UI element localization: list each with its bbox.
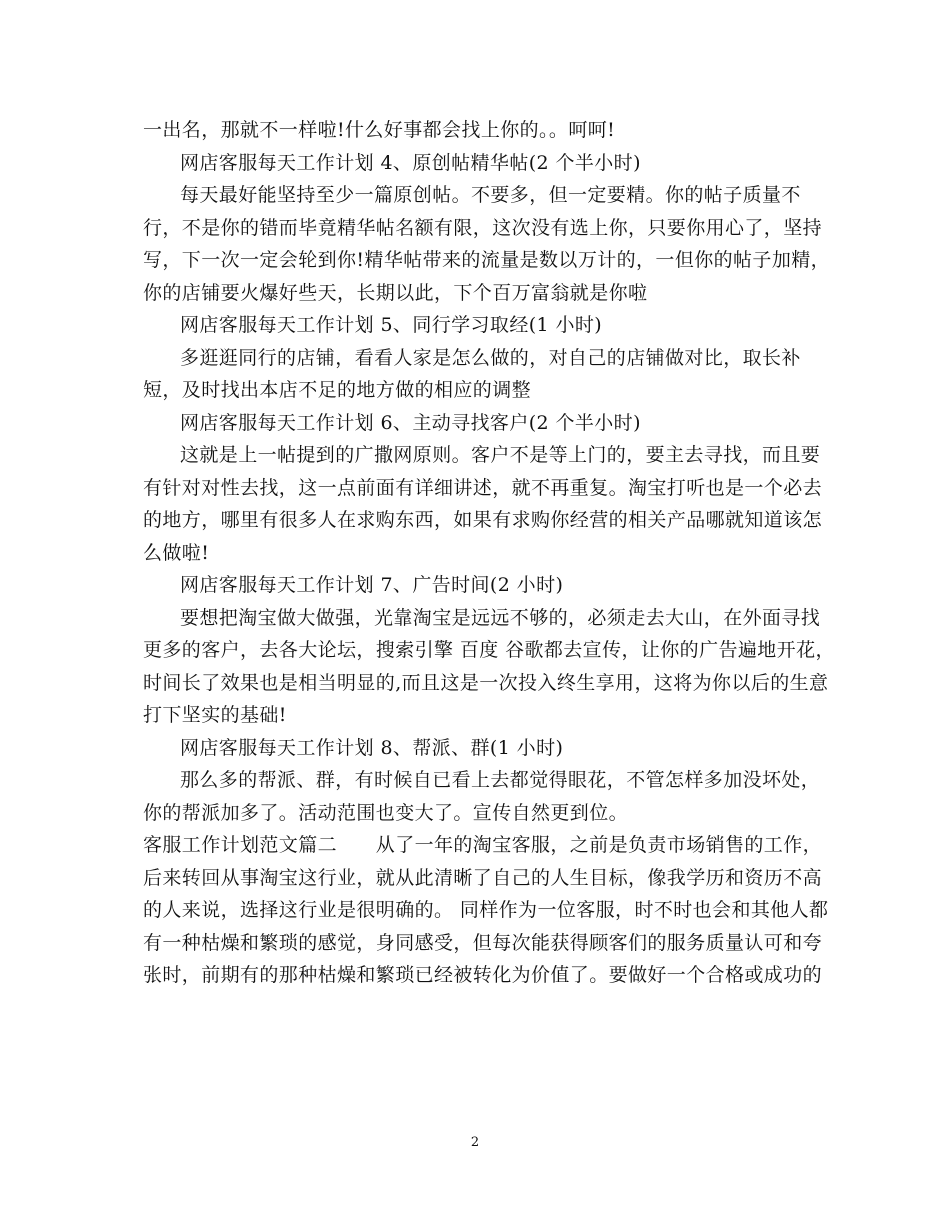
text-line: 客服工作计划范文篇二 从了一年的淘宝客服，之前是负责市场销售的工作， — [143, 834, 823, 856]
document-body — [143, 114, 835, 992]
text-line: 网店客服每天工作计划 8、帮派、群(1 小时) — [180, 736, 564, 759]
text-line: 写，下一次一定会轮到你!精华帖带来的流量是数以万计的，一但你的帖子加精， — [143, 249, 831, 271]
text-line: 网店客服每天工作计划 7、广告时间(2 小时) — [180, 574, 564, 596]
text-line: 网店客服每天工作计划 6、主动寻找客户(2 个半小时) — [180, 411, 641, 434]
text-line: 这就是上一帖提到的广撒网原则。客户不是等上门的，要主去寻找，而且要 — [180, 444, 821, 466]
text-line: 有针对对性去找，这一点前面有详细讲述，就不再重复。淘宝打听也是一个必去 — [143, 476, 823, 499]
text-line: 你的店铺要火爆好些天，长期以此，下个百万富翁就是你啦 — [143, 281, 648, 304]
text-line: 行，不是你的错而毕竟精华帖名额有限，这次没有选上你，只要你用心了，坚持 — [143, 216, 823, 239]
page-number: 2 — [470, 1135, 480, 1150]
text-line: 网店客服每天工作计划 5、同行学习取经(1 小时) — [180, 314, 603, 336]
text-line: 打下坚实的基础! — [143, 704, 287, 726]
text-line: 么做啦! — [143, 541, 210, 564]
text-line: 的地方，哪里有很多人在求购东西，如果有求购你经营的相关产品哪就知道该怎 — [143, 509, 823, 531]
text-line: 多逛逛同行的店铺，看看人家是怎么做的，对自己的店铺做对比，取长补 — [180, 346, 801, 369]
text-line: 时间长了效果也是相当明显的,而且这是一次投入终生享用，这将为你以后的生意 — [143, 671, 829, 694]
text-line: 那么多的帮派、群，有时候自已看上去都觉得眼花，不管怎样多加没坏处， — [180, 769, 821, 791]
text-line: 后来转回从事淘宝这行业，就从此清晰了自己的人生目标，像我学历和资历不高 — [143, 866, 823, 889]
text-line: 网店客服每天工作计划 4、原创帖精华帖(2 个半小时) — [180, 151, 641, 174]
text-line: 短，及时找出本店不足的地方做的相应的调整 — [143, 379, 532, 401]
text-line: 要想把淘宝做大做强，光靠淘宝是远远不够的，必须走去大山，在外面寻找 — [180, 606, 821, 629]
text-line: 每天最好能坚持至少一篇原创帖。不要多，但一定要精。你的帖子质量不 — [180, 184, 801, 206]
text-line: 的人来说，选择这行业是很明确的。 同样作为一位客服，时不时也会和其他人都 — [143, 899, 829, 921]
text-line: 有一种枯燥和繁琐的感觉，身同感受，但每次能获得顾客们的服务质量认可和夸 — [143, 931, 823, 954]
text-line: 张时，前期有的那种枯燥和繁琐已经被转化为价值了。要做好一个合格或成功的 — [143, 964, 823, 986]
text-line: 更多的客户，去各大论坛，搜索引擎 百度 谷歌都去宣传，让你的广告遍地开花， — [143, 639, 835, 661]
text-line: 你的帮派加多了。活动范围也变大了。宣传自然更到位。 — [143, 801, 629, 824]
text-line: 一出名，那就不一样啦!什么好事都会找上你的。。呵呵! — [143, 119, 616, 141]
